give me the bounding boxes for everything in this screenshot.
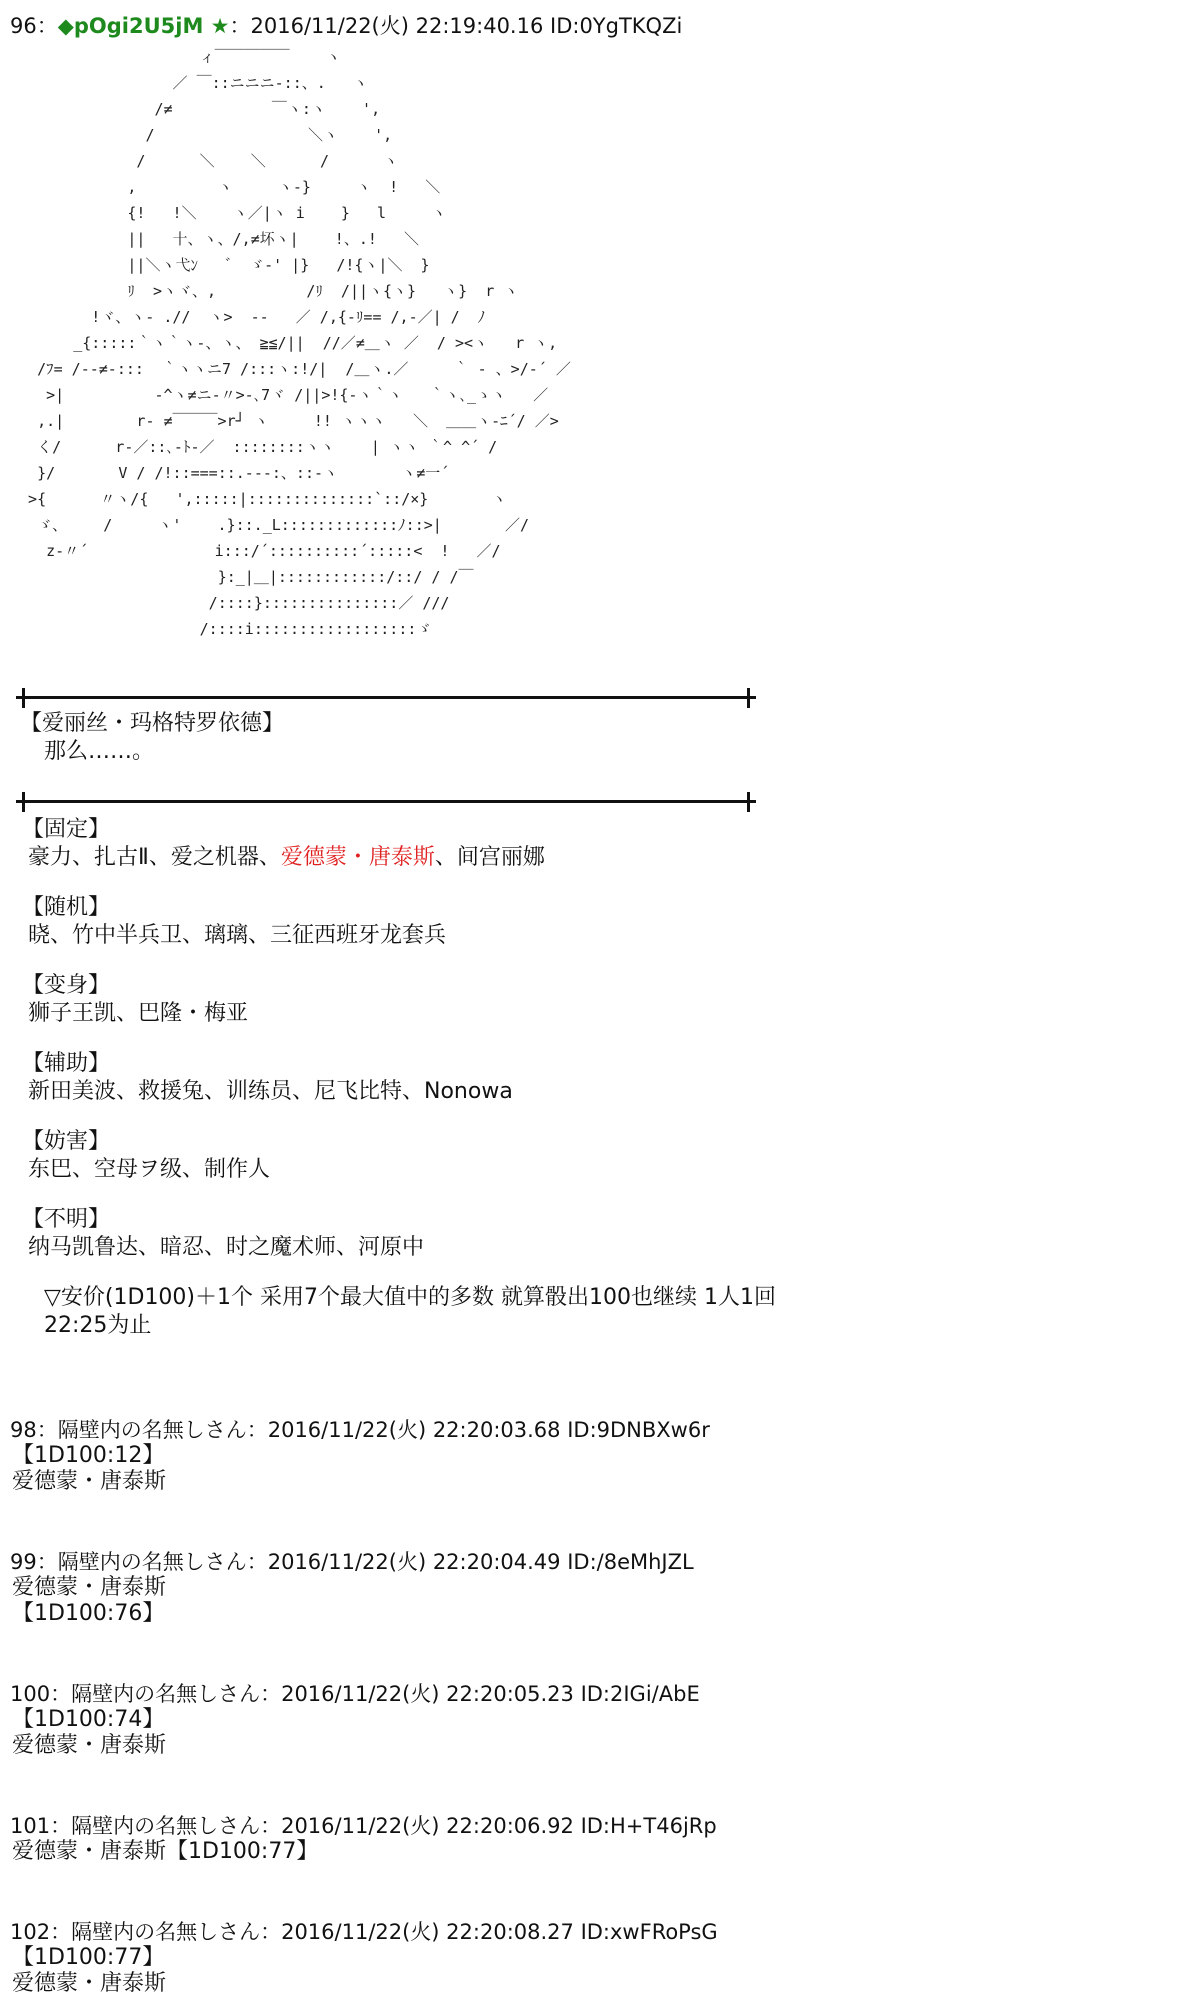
- speaker-name: 【爱丽丝・玛格特罗依德】: [20, 711, 285, 736]
- post-header-100: 100：隔壁内の名無しさん：2016/11/22(火) 22:20:05.23 ID:2IGi/AbE: [10, 1682, 700, 1706]
- divider-cap-right: [747, 688, 750, 708]
- vote-deadline: 22:25为止: [44, 1313, 152, 1338]
- post-98-line-2: 爱德蒙・唐泰斯: [12, 1469, 167, 1494]
- section-title-fixed: 【固定】: [22, 817, 111, 842]
- divider-cap-right: [747, 792, 750, 812]
- post-100-line-1: 【1D100:74】: [12, 1707, 165, 1732]
- ascii-art-figure: [10, 44, 770, 684]
- post-header-101: 101：隔壁内の名無しさん：2016/11/22(火) 22:20:06.92 ID:H+T46jRp: [10, 1814, 717, 1838]
- post-100-line-2: 爱德蒙・唐泰斯: [12, 1733, 167, 1758]
- section-title-random: 【随机】: [22, 895, 111, 920]
- section-text: 豪力、扎古Ⅱ、爱之机器、: [28, 845, 281, 870]
- post-header-96: [10, 12, 682, 40]
- divider-bar: [16, 800, 756, 803]
- section-body-unknown: 纳马凯鲁达、暗忍、时之魔术师、河原中: [28, 1235, 425, 1260]
- post-separator: ：: [36, 14, 58, 38]
- post-99-line-1: 爱德蒙・唐泰斯: [12, 1575, 167, 1600]
- vote-instructions: ▽安价(1D100)＋1个 采用7个最大值中的多数 就算骰出100也继续 1人1回: [44, 1285, 776, 1310]
- ascii-art-text: ィ￣￣￣￣￣ ヽ ／ ￣::ニニニ-::、. ヽ /≠ ￣ヽ:ヽ ', / ＼ヽ ', / ＼ ＼ / ヽ , ヽ ヽ-} ヽ ! ＼ {! !＼ ヽ／|ヽ i } l ヽ || 十、ヽ、/,≠坏ヽ| !、.! ＼ ||＼ヽ弋ﾝ ゛ ゞ-' |} /!{ヽ|＼ } ﾘ >ヽヾ、, /ﾘ /||ヽ{ヽ} ヽ} r ヽ !ヾ、ヽ- .// ヽ> -‐ ／ /,{-ﾘ== /,-／| / ﾉ _{:::::｀ヽ｀ヽ-、ヽ、 ≧≦/|| //／≠＿ヽ ／ / ><ヽ r ヽ, /ﾌ= /--≠-::: ｀ヽヽニ7 /:::ヽ:!/| /＿ヽ.／ ｀ ‐ 、>/-´ ／ >| -^ヽ≠ニ-〃>-､7ヾ /||>!{-ヽ｀ヽ ｀ヽ､_ゝヽ ／ ,.| r- ≠￣￣￣>r┘ ヽ !! ヽヽヽ ＼ ＿＿ヽ-ﾆ´/ ／> く/ r-／::､-ﾄ-／ ::::::::ヽヽ | ヽヽ ｀^ ^´ / }/ V / /!::===::.---:、::-ヽ ヽ≠一´ >{ 〃ヽ/{ ',:::::|::::::::::::::`::/×} ヽ ゞ、 / ヽ' .}::._L:::::::::::::ﾉ::>| ／/ z-〃´ i:::/´::::::::::´:::::< ! ／/ }:_|＿|::::::::::::/::/ / /￣ /::::}:::::::::::::::／ /// /::::i::::::::::::::::::ゞ: [28, 48, 571, 638]
- post-99-line-2: 【1D100:76】: [12, 1601, 165, 1626]
- post-98-line-1: 【1D100:12】: [12, 1443, 165, 1468]
- section-title-transform: 【变身】: [22, 973, 111, 998]
- section-body-fixed: [28, 844, 545, 872]
- speech-text: 那么……。: [44, 739, 155, 764]
- section-body-random: 晓、竹中半兵卫、璃璃、三征西班牙龙套兵: [28, 923, 447, 948]
- section-body-support: 新田美波、救援兔、训练员、尼飞比特、Nonowa: [28, 1079, 513, 1104]
- section-title-support: 【辅助】: [22, 1051, 111, 1076]
- post-number: 96: [10, 14, 37, 38]
- post-101-line-1: 爱德蒙・唐泰斯【1D100:77】: [12, 1839, 319, 1864]
- post-header-99: 99：隔壁内の名無しさん：2016/11/22(火) 22:20:04.49 ID:/8eMhJZL: [10, 1550, 694, 1574]
- section-body-hinder: 东巴、空母ヲ级、制作人: [28, 1157, 271, 1182]
- post-102-line-2: 爱德蒙・唐泰斯: [12, 1971, 167, 1996]
- post-header-102: 102：隔壁内の名無しさん：2016/11/22(火) 22:20:08.27 ID:xwFRoPsG: [10, 1920, 718, 1944]
- section-title-hinder: 【妨害】: [22, 1129, 111, 1154]
- highlighted-character: 爱德蒙・唐泰斯: [280, 845, 435, 870]
- post-separator: ：: [229, 14, 251, 38]
- section-title-unknown: 【不明】: [22, 1207, 111, 1232]
- section-body-transform: 狮子王凯、巴隆・梅亚: [28, 1001, 249, 1026]
- post-date-id: 2016/11/22(火) 22:19:40.16 ID:0YgTKQZi: [250, 14, 683, 38]
- divider-cap-left: [22, 688, 25, 708]
- poster-trip: ◆pOgi2U5jM ★: [57, 14, 230, 38]
- section-text: 、间宫丽娜: [434, 845, 545, 870]
- divider-bar: [16, 696, 756, 699]
- divider-cap-left: [22, 792, 25, 812]
- post-102-line-1: 【1D100:77】: [12, 1945, 165, 1970]
- divider-top: [12, 688, 760, 708]
- post-header-98: 98：隔壁内の名無しさん：2016/11/22(火) 22:20:03.68 ID:9DNBXw6r: [10, 1418, 710, 1442]
- divider-bottom: [12, 792, 760, 812]
